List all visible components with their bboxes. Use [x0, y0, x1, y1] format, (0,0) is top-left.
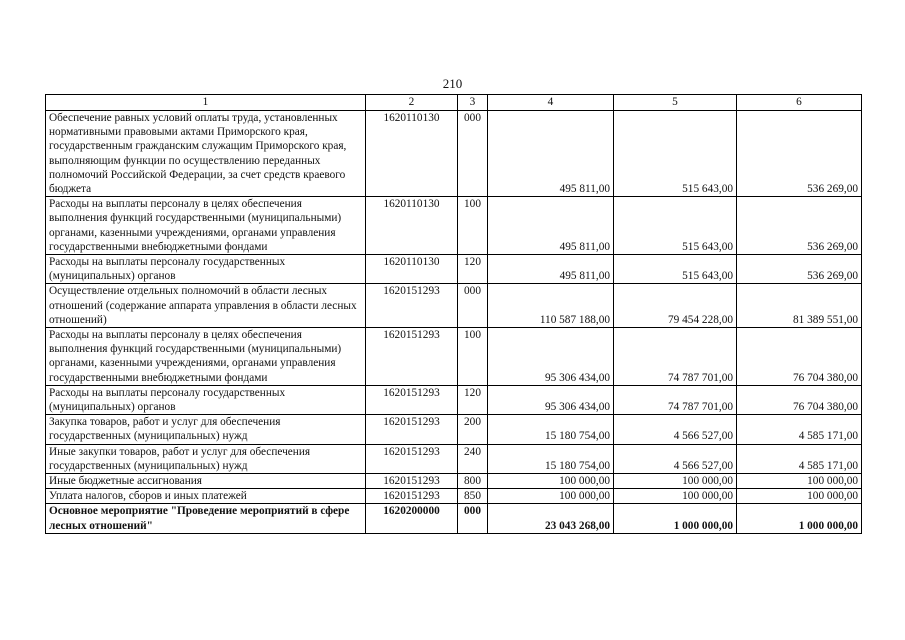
row-code-cell: 1620110130: [366, 197, 458, 255]
column-header-3: 3: [458, 95, 488, 111]
row-value-col4-cell: 95 306 434,00: [488, 385, 614, 414]
row-value-col4-cell: 495 811,00: [488, 111, 614, 197]
table-row: [46, 111, 862, 197]
row-value-col6-cell: 81 389 551,00: [737, 284, 862, 328]
row-value-col4-cell: 495 811,00: [488, 255, 614, 284]
row-value-col5-cell: 4 566 527,00: [614, 444, 737, 473]
row-code-cell: 1620151293: [366, 385, 458, 414]
row-code-cell: 1620110130: [366, 255, 458, 284]
row-value-col5-cell: 100 000,00: [614, 489, 737, 504]
row-value-col6-cell: 1 000 000,00: [737, 504, 862, 533]
column-header-6: 6: [737, 95, 862, 111]
row-value-col4-cell: 100 000,00: [488, 489, 614, 504]
row-name-cell: Расходы на выплаты персоналу государственных (муниципальных) органов: [46, 385, 366, 414]
row-value-col6-cell: 536 269,00: [737, 255, 862, 284]
row-kvr-cell: 100: [458, 328, 488, 386]
row-code-cell: 1620151293: [366, 328, 458, 386]
row-value-col4-cell: 15 180 754,00: [488, 444, 614, 473]
table-row: [46, 444, 862, 473]
row-kvr-cell: 240: [458, 444, 488, 473]
row-name-cell: Иные бюджетные ассигнования: [46, 474, 366, 489]
table-row: [46, 504, 862, 533]
row-kvr-cell: 000: [458, 504, 488, 533]
row-name-cell: Уплата налогов, сборов и иных платежей: [46, 489, 366, 504]
row-value-col6-cell: 100 000,00: [737, 474, 862, 489]
row-value-col4-cell: 15 180 754,00: [488, 415, 614, 444]
row-value-col6-cell: 4 585 171,00: [737, 415, 862, 444]
row-name-cell: Обеспечение равных условий оплаты труда, установленных нормативными правовыми актами Приморского края, государственным гражданским служащим Приморского края, выполняющим функции по осуществлению переданных полномочий Российской Федерации, за счет средств краевого бюджета: [46, 111, 366, 197]
row-value-col5-cell: 4 566 527,00: [614, 415, 737, 444]
row-kvr-cell: 800: [458, 474, 488, 489]
table-row: [46, 415, 862, 444]
row-kvr-cell: 000: [458, 284, 488, 328]
column-number-row: [46, 95, 862, 111]
table-row: [46, 474, 862, 489]
row-value-col5-cell: 79 454 228,00: [614, 284, 737, 328]
row-value-col5-cell: 515 643,00: [614, 197, 737, 255]
budget-table: [45, 94, 862, 534]
row-value-col6-cell: 76 704 380,00: [737, 385, 862, 414]
row-name-cell: Расходы на выплаты персоналу в целях обеспечения выполнения функций государственными (муниципальными) органами, казенными учреждениями, органами управления государственными внебюджетными фондами: [46, 197, 366, 255]
row-code-cell: 1620151293: [366, 444, 458, 473]
row-value-col5-cell: 74 787 701,00: [614, 328, 737, 386]
row-kvr-cell: 120: [458, 255, 488, 284]
row-kvr-cell: 850: [458, 489, 488, 504]
table-row: [46, 385, 862, 414]
row-value-col6-cell: 4 585 171,00: [737, 444, 862, 473]
row-kvr-cell: 100: [458, 197, 488, 255]
row-value-col4-cell: 23 043 268,00: [488, 504, 614, 533]
table-row: [46, 197, 862, 255]
row-value-col6-cell: 536 269,00: [737, 111, 862, 197]
page-number: 210: [442, 76, 463, 91]
row-value-col4-cell: 495 811,00: [488, 197, 614, 255]
row-value-col4-cell: 100 000,00: [488, 474, 614, 489]
row-name-cell: Основное мероприятие "Проведение мероприятий в сфере лесных отношений": [46, 504, 366, 533]
row-value-col5-cell: 515 643,00: [614, 111, 737, 197]
column-header-1: 1: [46, 95, 366, 111]
row-code-cell: 1620200000: [366, 504, 458, 533]
row-value-col5-cell: 1 000 000,00: [614, 504, 737, 533]
row-code-cell: 1620151293: [366, 415, 458, 444]
table-row: [46, 489, 862, 504]
column-header-4: 4: [488, 95, 614, 111]
column-header-5: 5: [614, 95, 737, 111]
row-name-cell: Осуществление отдельных полномочий в области лесных отношений (содержание аппарата управления в области лесных отношений): [46, 284, 366, 328]
row-name-cell: Расходы на выплаты персоналу в целях обеспечения выполнения функций государственными (муниципальными) органами, казенными учреждениями, органами управления государственными внебюджетными фондами: [46, 328, 366, 386]
row-value-col4-cell: 95 306 434,00: [488, 328, 614, 386]
row-kvr-cell: 200: [458, 415, 488, 444]
row-kvr-cell: 000: [458, 111, 488, 197]
table-row: [46, 328, 862, 386]
row-value-col5-cell: 74 787 701,00: [614, 385, 737, 414]
row-value-col4-cell: 110 587 188,00: [488, 284, 614, 328]
row-kvr-cell: 120: [458, 385, 488, 414]
row-code-cell: 1620151293: [366, 474, 458, 489]
row-name-cell: Иные закупки товаров, работ и услуг для обеспечения государственных (муниципальных) нужд: [46, 444, 366, 473]
row-value-col5-cell: 515 643,00: [614, 255, 737, 284]
row-code-cell: 1620151293: [366, 284, 458, 328]
row-value-col5-cell: 100 000,00: [614, 474, 737, 489]
column-header-2: 2: [366, 95, 458, 111]
table-row: [46, 284, 862, 328]
table-row: [46, 255, 862, 284]
row-name-cell: Расходы на выплаты персоналу государственных (муниципальных) органов: [46, 255, 366, 284]
row-code-cell: 1620110130: [366, 111, 458, 197]
row-value-col6-cell: 100 000,00: [737, 489, 862, 504]
row-value-col6-cell: 536 269,00: [737, 197, 862, 255]
row-code-cell: 1620151293: [366, 489, 458, 504]
row-name-cell: Закупка товаров, работ и услуг для обеспечения государственных (муниципальных) нужд: [46, 415, 366, 444]
row-value-col6-cell: 76 704 380,00: [737, 328, 862, 386]
